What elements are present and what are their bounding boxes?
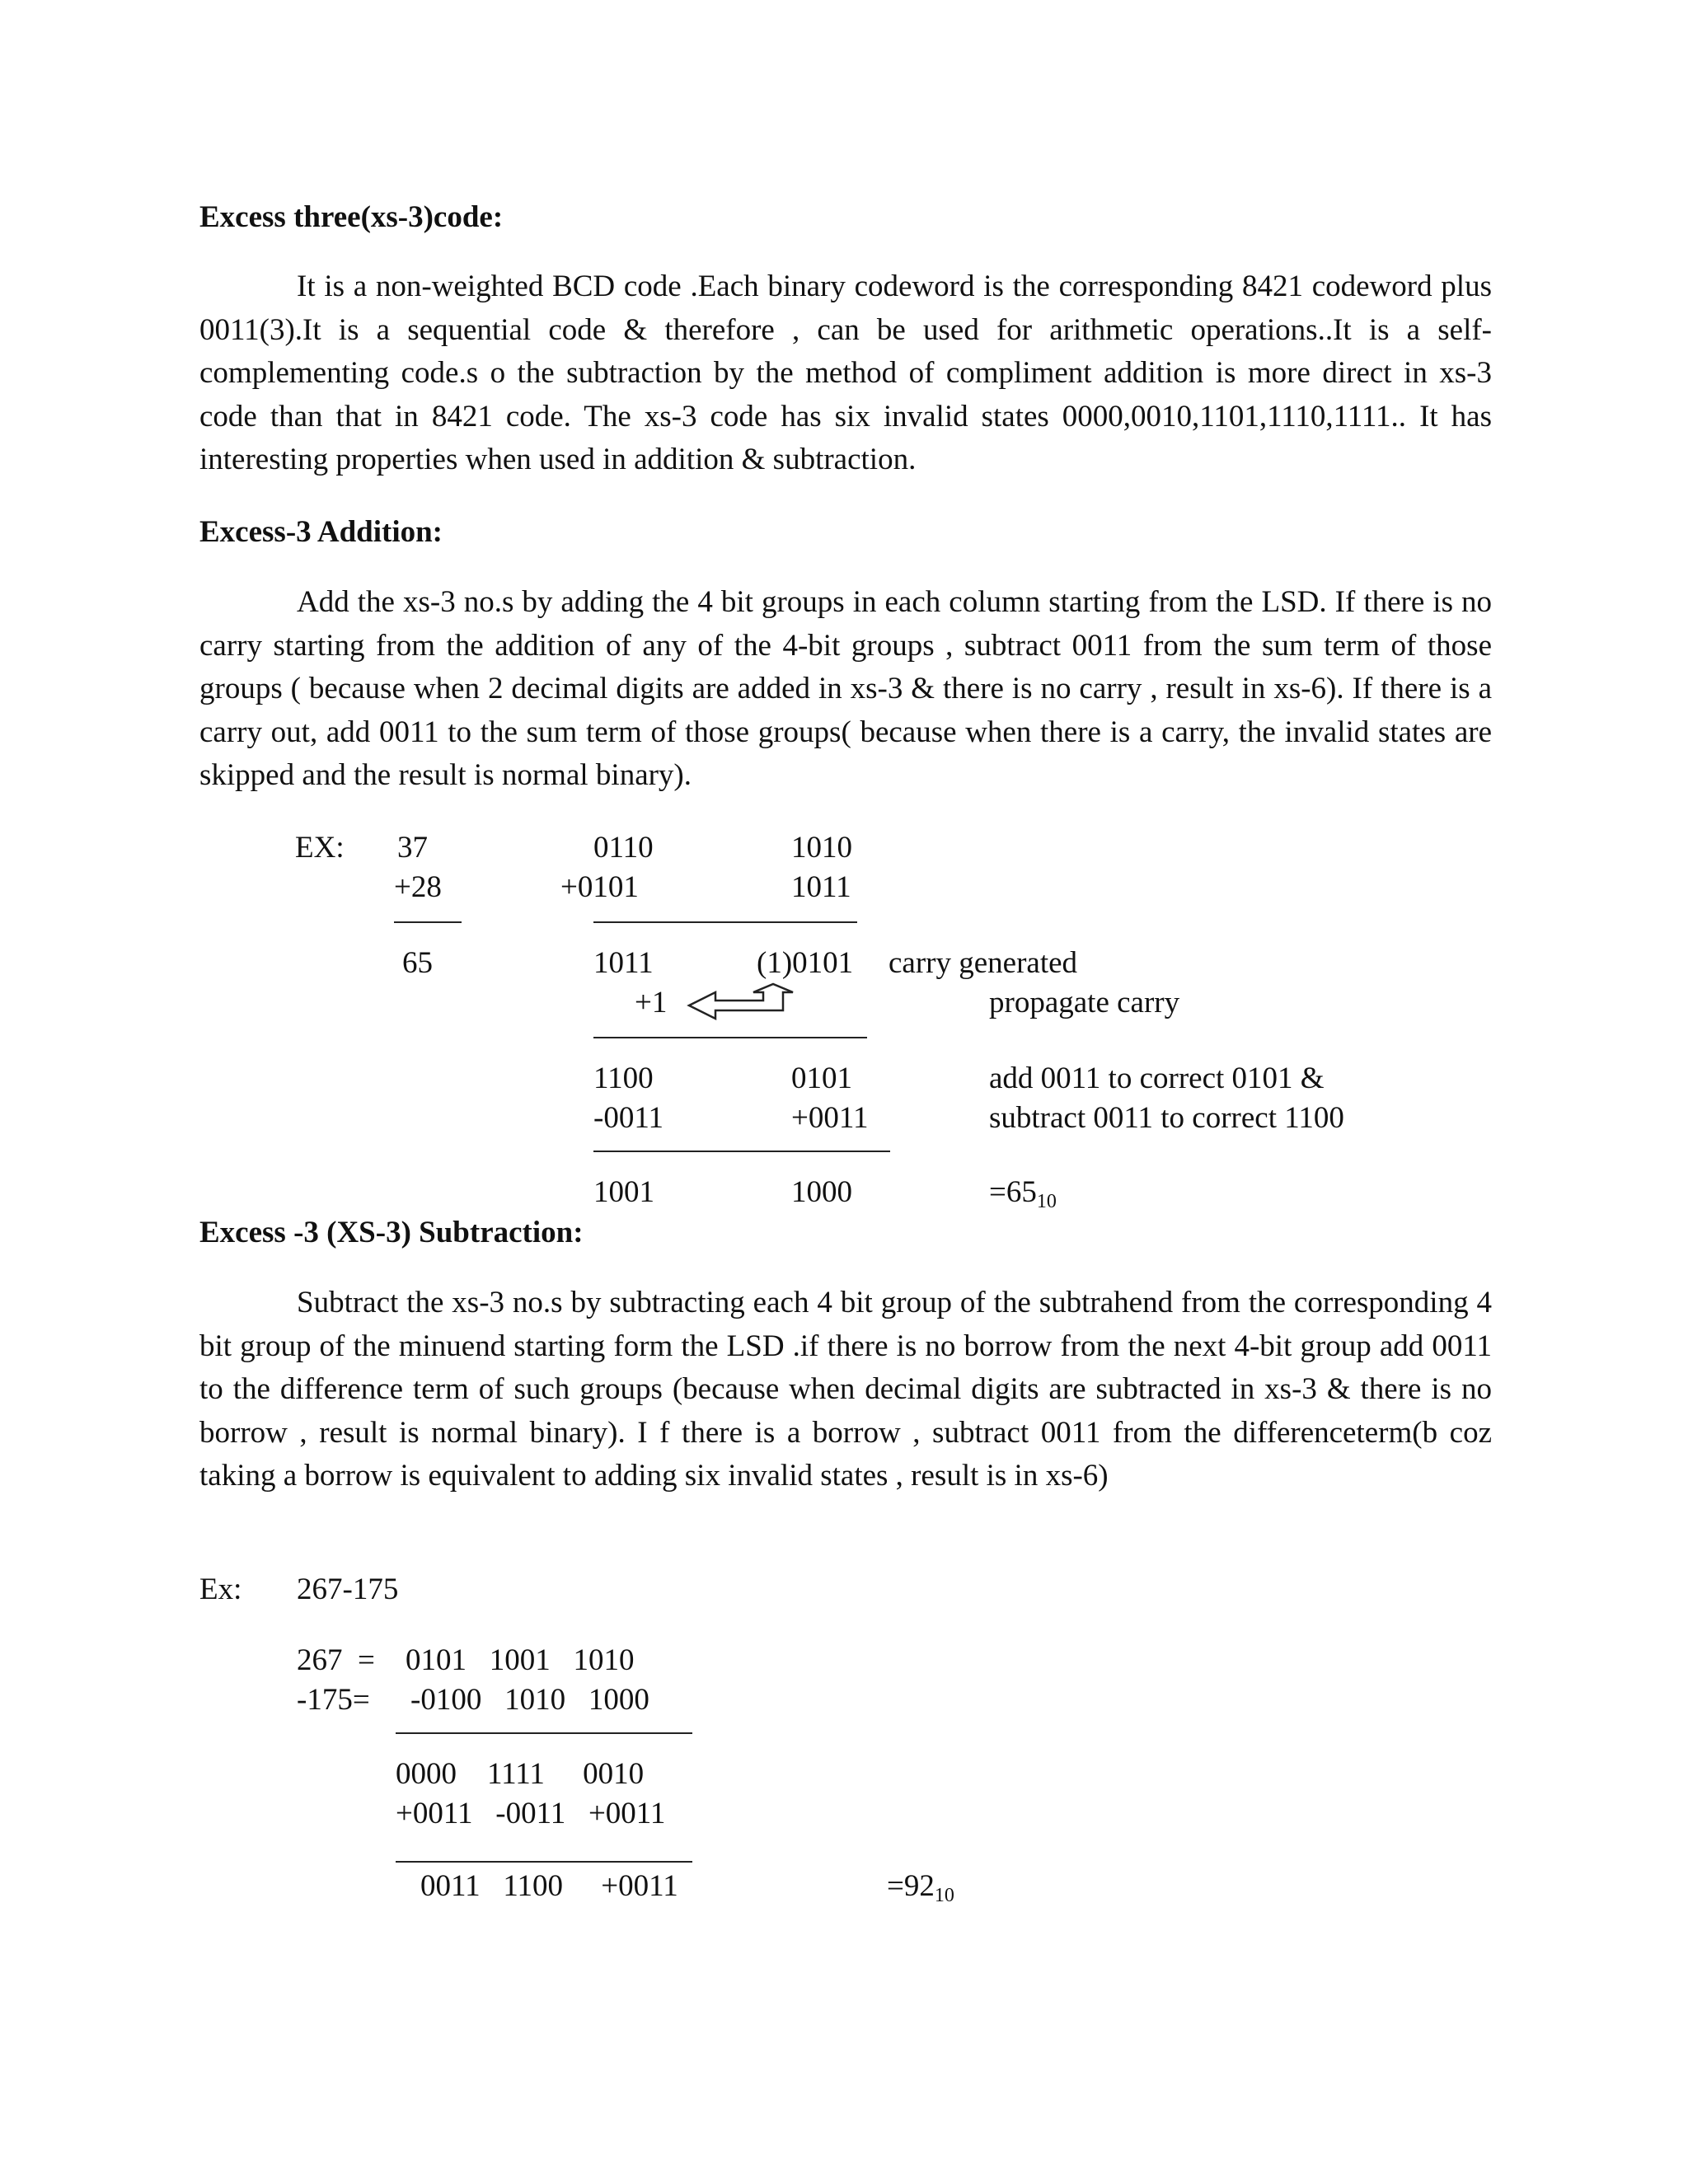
- heading-addition: Excess-3 Addition:: [199, 515, 443, 549]
- carry-arrow-icon: [684, 981, 808, 1022]
- col2-b: 1011: [791, 870, 851, 904]
- sub-rule-2: [396, 1861, 692, 1863]
- decimal-sum: 65: [402, 946, 433, 980]
- note-correct-1: add 0011 to correct 0101 &: [989, 1062, 1325, 1095]
- col1-corr: -0011: [593, 1101, 663, 1135]
- sub-example-label: Ex:: [199, 1572, 242, 1606]
- decimal-b: +28: [394, 870, 442, 904]
- heading-subtraction: Excess -3 (XS-3) Subtraction:: [199, 1216, 584, 1249]
- paragraph-xs3: It is a non-weighted BCD code .Each binary codeword is the corresponding 8421 codeword plus 0011(3).It is a sequential code & therefore , can be used for arithmetic operations..It is a self-complementing code.s o the subtraction by the method of compliment addition is more direct in xs-3 code than that in 8421 code. The xs-3 code has six invalid states 0000,0010,1101,1110,1111.. It has interesting properties when used in addition & subtraction.: [199, 269, 1492, 476]
- col1-mid: 1100: [593, 1062, 654, 1095]
- rule-1: [593, 921, 857, 923]
- paragraph-subtraction: Subtract the xs-3 no.s by subtracting each 4 bit group of the subtrahend from the corresponding 4 bit group of the minuend starting form the LSD .if there is no borrow from the next 4-bit group add 0011 to the difference term of such groups (because when decimal digits are subtracted in xs-3 & there is no borrow , result is normal binary). I f there is a borrow , subtract 0011 from the differenceterm(b coz taking a borrow is equivalent to adding six invalid states , result is in xs-6): [199, 1286, 1492, 1493]
- plus-one: +1: [635, 986, 668, 1019]
- col1-sum: 1011: [593, 946, 654, 980]
- col2-a: 1010: [791, 831, 852, 865]
- correction-line: +0011 -0011 +0011: [396, 1797, 666, 1830]
- col1-a: 0110: [593, 831, 654, 865]
- example-label: EX:: [295, 831, 345, 865]
- minuend-groups: 0101 1001 1010: [406, 1643, 635, 1677]
- rule-3: [593, 1151, 890, 1152]
- decimal-a: 37: [397, 831, 428, 865]
- heading-xs3: Excess three(xs-3)code:: [199, 200, 504, 234]
- subtraction-result: $=92_{10}$: [887, 1869, 954, 1906]
- rule-2: [593, 1037, 867, 1038]
- col1-b: +0101: [560, 870, 639, 904]
- minuend-decimal: 267 =: [297, 1643, 375, 1677]
- note-propagate: propagate carry: [989, 986, 1180, 1019]
- col2-result: 1000: [791, 1175, 852, 1209]
- sub-rule-1: [396, 1732, 692, 1734]
- decimal-rule: [394, 921, 462, 923]
- difference-line: 0000 1111 0010: [396, 1757, 645, 1791]
- col2-sum: (1)0101: [757, 946, 854, 980]
- col2-mid: 0101: [791, 1062, 852, 1095]
- sub-expression: 267-175: [297, 1572, 399, 1606]
- subtrahend-groups: -0100 1010 1000: [410, 1683, 649, 1717]
- note-carry: carry generated: [889, 946, 1078, 980]
- paragraph-addition: Add the xs-3 no.s by adding the 4 bit groups in each column starting from the LSD. If there is no carry starting from the addition of any of the 4-bit groups , subtract 0011 from the sum term of those groups ( because when 2 decimal digits are added in xs-3 & there is no carry , result in xs-6). If there is a carry out, add 0011 to the sum term of those groups( because when there is a carry, the invalid states are skipped and the result is normal binary).: [199, 585, 1492, 792]
- final-line: 0011 1100 +0011: [420, 1869, 678, 1903]
- col1-result: 1001: [593, 1175, 654, 1209]
- subtrahend-decimal: -175=: [297, 1683, 370, 1717]
- col2-corr: +0011: [791, 1101, 869, 1135]
- addition-result: $=65_{10}$: [989, 1175, 1057, 1212]
- note-correct-2: subtract 0011 to correct 1100: [989, 1101, 1344, 1135]
